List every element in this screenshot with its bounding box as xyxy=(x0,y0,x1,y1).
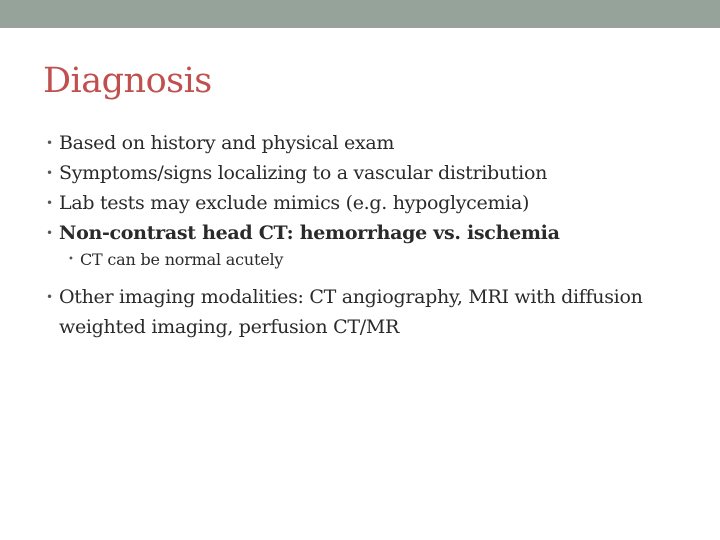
bullet-item xyxy=(46,188,686,218)
bullet-item xyxy=(46,282,686,342)
bullet-marker: • xyxy=(46,166,53,180)
bullet-list xyxy=(46,128,686,342)
bullet-text: Lab tests may exclude mimics (e.g. hypoglycemia) xyxy=(59,192,530,214)
sub-bullet-item xyxy=(68,248,686,272)
bullet-item-bold xyxy=(46,218,686,248)
bullet-marker: • xyxy=(46,290,53,304)
header-band xyxy=(0,0,720,28)
bullet-item xyxy=(46,158,686,188)
bullet-text: Symptoms/signs localizing to a vascular distribution xyxy=(59,162,548,184)
sub-bullet-marker: • xyxy=(68,254,74,265)
bullet-marker: • xyxy=(46,226,53,240)
bullet-text: Based on history and physical exam xyxy=(59,132,395,154)
bullet-text: Other imaging modalities: CT angiography, MRI with diffusion weighted imaging, perfusion CT/MR xyxy=(59,286,643,338)
bullet-item xyxy=(46,128,686,158)
bullet-marker: • xyxy=(46,196,53,210)
bullet-marker: • xyxy=(46,136,53,150)
slide-title: Diagnosis xyxy=(43,61,212,101)
sub-bullet-text: CT can be normal acutely xyxy=(80,250,284,269)
bullet-text: Non-contrast head CT: hemorrhage vs. ischemia xyxy=(59,222,560,244)
